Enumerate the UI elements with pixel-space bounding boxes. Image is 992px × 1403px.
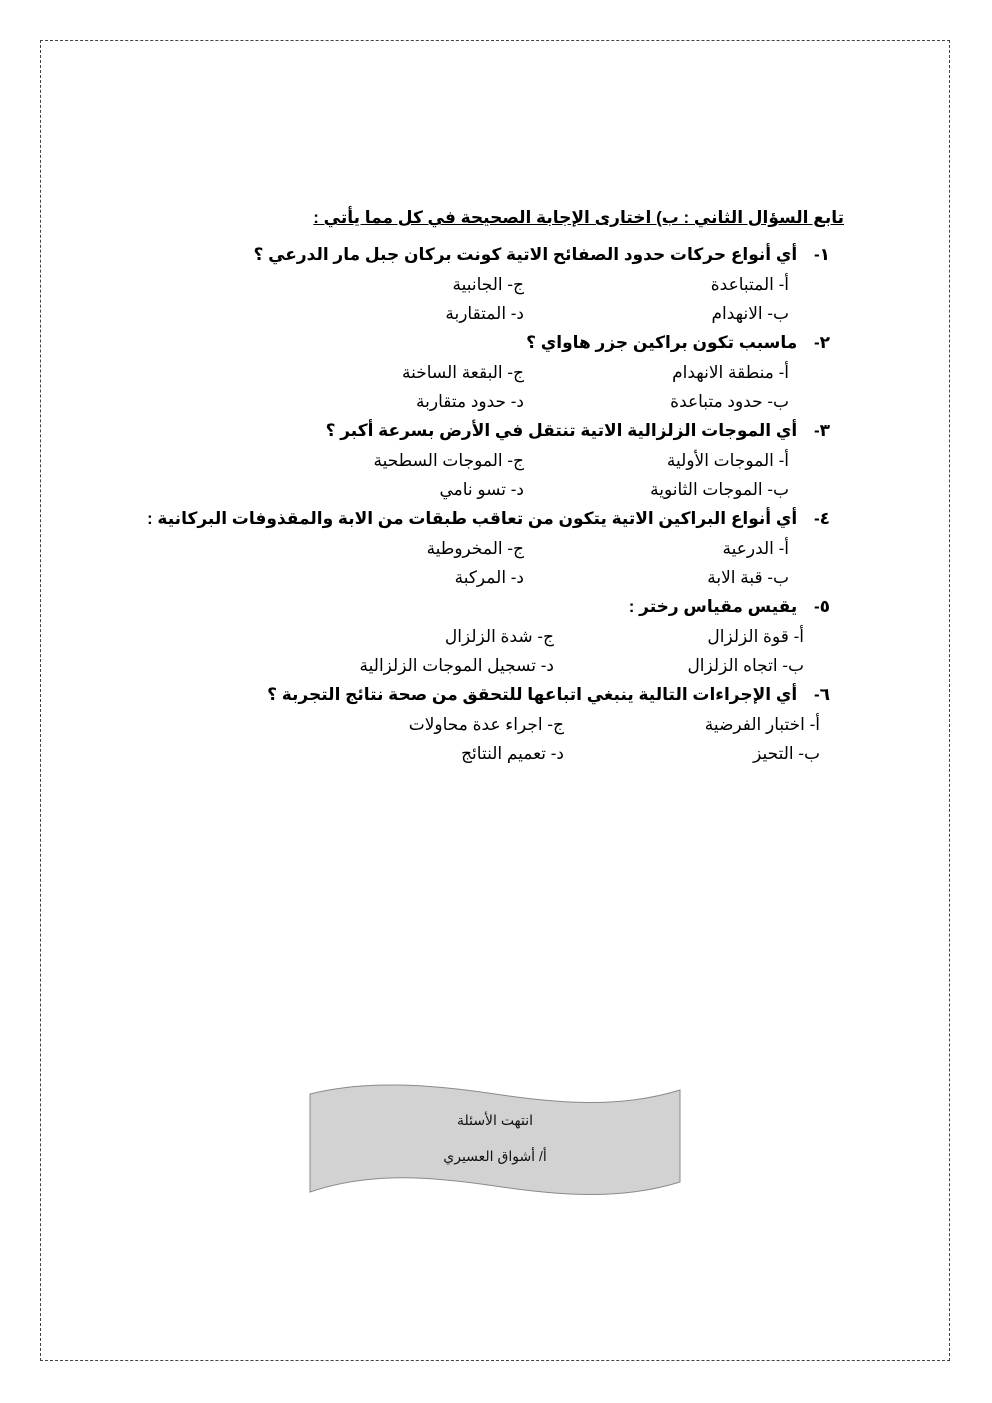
question-2 [144, 328, 844, 358]
option-row [144, 739, 844, 768]
option-d: د- المركبة [454, 568, 524, 587]
option-b: ب- اتجاه الزلزال [687, 656, 804, 675]
option-a: أ- اختبار الفرضية [704, 715, 820, 734]
option-row [144, 387, 844, 416]
end-banner [308, 1082, 682, 1198]
section-header: تابع السؤال الثاني : ب) اختارى الإجابة الصحيحة في كل مما يأتي : [313, 208, 844, 227]
option-row [144, 475, 844, 504]
question-6 [144, 680, 844, 710]
option-row [144, 563, 844, 592]
banner-author: أ/ أشواق العسيري [443, 1148, 547, 1164]
option-row [144, 446, 844, 475]
question-number: ٦- [813, 685, 830, 704]
option-row [144, 710, 844, 739]
question-text: ماسبب تكون براكين جزر هاواي ؟ [526, 333, 798, 352]
option-row [144, 358, 844, 387]
option-row [144, 534, 844, 563]
option-c: ج- شدة الزلزال [444, 627, 554, 646]
option-d: د- حدود متقاربة [416, 392, 524, 411]
question-text: أي الموجات الزلزالية الاتية تنتقل في الأرض بسرعة أكبر ؟ [325, 421, 798, 440]
option-c: ج- البقعة الساخنة [401, 363, 524, 382]
question-section [144, 200, 844, 768]
option-b: ب- الانهدام [711, 304, 789, 323]
option-a: أ- المتباعدة [710, 275, 789, 294]
option-a: أ- قوة الزلزال [707, 627, 804, 646]
option-c: ج- المخروطية [426, 539, 524, 558]
option-d: د- تعميم النتائج [461, 744, 564, 763]
question-3 [144, 416, 844, 446]
option-b: ب- حدود متباعدة [670, 392, 789, 411]
question-number: ٢- [813, 333, 830, 352]
question-text: أي أنواع البراكين الاتية يتكون من تعاقب طبقات من الابة والمقذوفات البركانية : [147, 509, 798, 528]
question-number: ٣- [813, 421, 830, 440]
option-row [144, 622, 844, 651]
option-c: ج- اجراء عدة محاولات [408, 715, 564, 734]
option-a: أ- الدرعية [722, 539, 789, 558]
question-text: أي الإجراءات التالية ينبغي اتباعها للتحقق من صحة نتائج التجربة ؟ [267, 685, 798, 704]
option-row [144, 299, 844, 328]
option-d: د- تسجيل الموجات الزلزالية [359, 656, 554, 675]
wave-banner-shape [308, 1082, 682, 1198]
question-4 [144, 504, 844, 534]
question-number: ٤- [813, 509, 830, 528]
option-a: أ- الموجات الأولية [666, 451, 789, 470]
option-d: د- تسو نامي [439, 480, 524, 499]
option-c: ج- الجانبية [452, 275, 524, 294]
option-b: ب- الموجات الثانوية [650, 480, 789, 499]
option-row [144, 270, 844, 299]
question-1 [144, 240, 844, 270]
option-b: ب- قبة الابة [707, 568, 789, 587]
option-a: أ- منطقة الانهدام [672, 363, 789, 382]
question-text: يقيس مقياس رختر : [628, 597, 798, 616]
option-d: د- المتقاربة [445, 304, 524, 323]
question-number: ٥- [813, 597, 830, 616]
question-5 [144, 592, 844, 622]
option-b: ب- التحيز [753, 744, 820, 763]
question-number: ١- [813, 245, 830, 264]
option-row [144, 651, 844, 680]
banner-title: انتهت الأسئلة [456, 1112, 534, 1128]
option-c: ج- الموجات السطحية [373, 451, 524, 470]
question-text: أي أنواع حركات حدود الصفائح الاتية كونت بركان جبل مار الدرعي ؟ [253, 245, 798, 264]
